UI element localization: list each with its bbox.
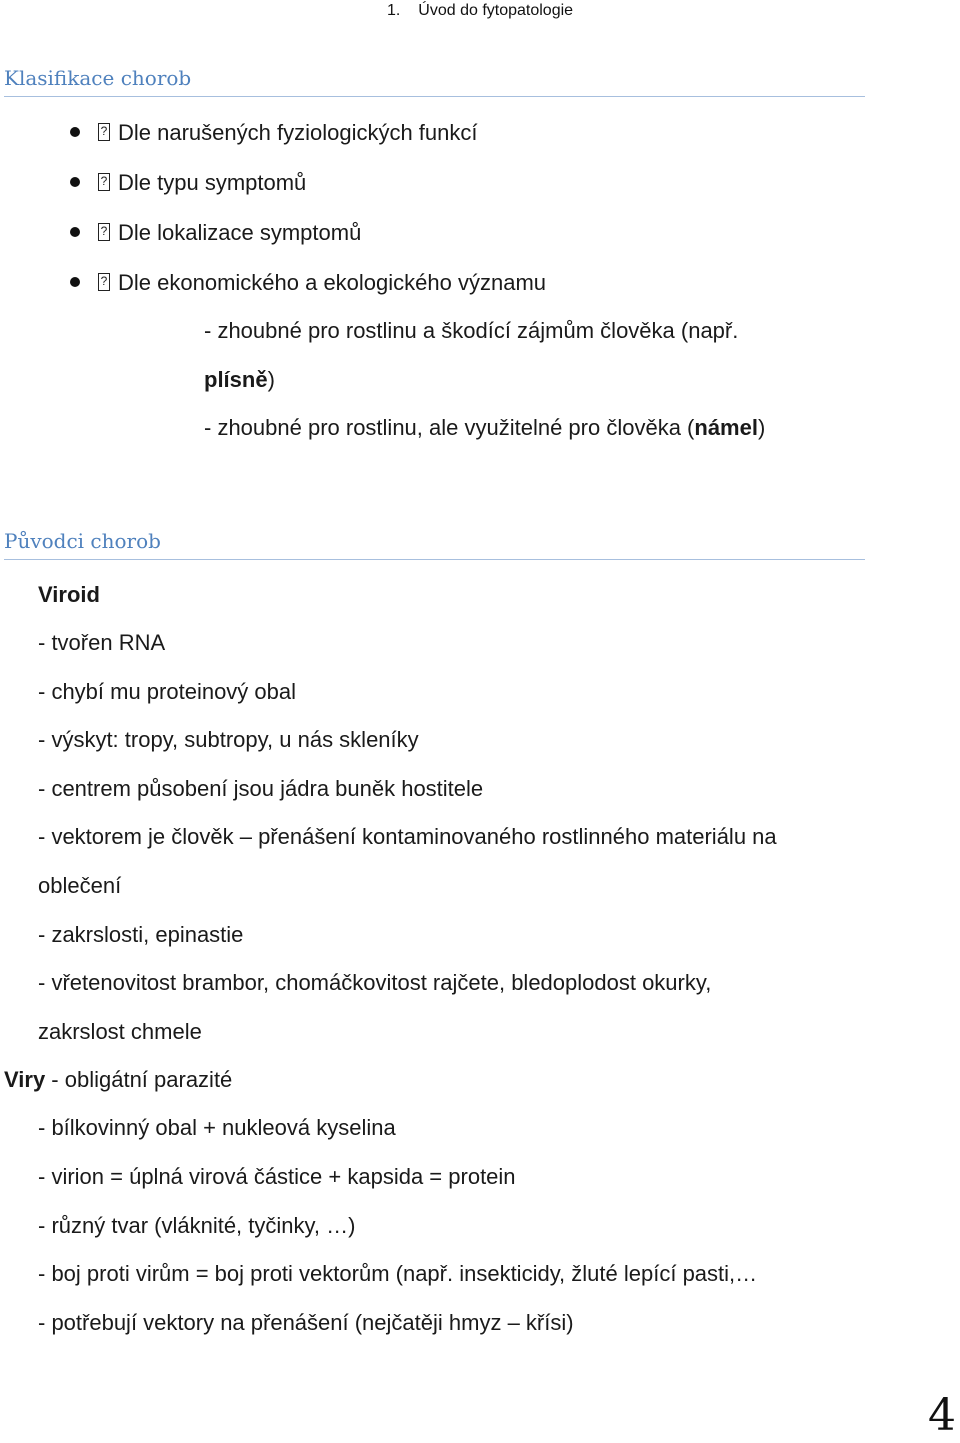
header-title: Úvod do fytopatologie	[418, 2, 574, 19]
text-line: - výskyt: tropy, subtropy, u nás skleníky	[38, 727, 419, 752]
missing-glyph-icon: ?	[98, 223, 110, 241]
list-item	[70, 218, 361, 248]
text-line: - virion = úplná virová částice + kapsida = protein	[38, 1164, 516, 1189]
section-heading-puvodci: Původci chorob	[4, 527, 865, 560]
text-line: oblečení	[38, 873, 122, 898]
bullet-icon	[70, 277, 80, 287]
section-heading-klasifikace: Klasifikace chorob	[4, 64, 865, 97]
subheading-viry: Viry - obligátní parazité	[4, 1067, 233, 1092]
text-line: - chybí mu proteinový obal	[38, 679, 297, 704]
text-line: - zakrslosti, epinastie	[38, 922, 244, 947]
text-line: - vřetenovitost brambor, chomáčkovitost rajčete, bledoplodost okurky,	[38, 970, 712, 995]
running-header	[0, 0, 960, 22]
bullet-icon	[70, 177, 80, 187]
text-line: - tvořen RNA	[38, 630, 166, 655]
sub-item-line: - zhoubné pro rostlinu a škodící zájmům člověka (např.	[204, 318, 739, 343]
subheading-viroid: Viroid	[38, 582, 100, 607]
text-line: - bílkovinný obal + nukleová kyselina	[38, 1115, 396, 1140]
missing-glyph-icon: ?	[98, 123, 110, 141]
text-line: - centrem působení jsou jádra buněk hostitele	[38, 776, 484, 801]
text-line: - různý tvar (vláknité, tyčinky, …)	[38, 1213, 356, 1238]
missing-glyph-icon: ?	[98, 273, 110, 291]
list-item-text: Dle lokalizace symptomů	[118, 220, 362, 245]
bold-term: námel	[694, 415, 758, 440]
bold-term: Viry	[4, 1067, 46, 1092]
bold-term: plísně	[204, 367, 268, 392]
list-item	[70, 118, 478, 148]
list-item-text: Dle typu symptomů	[118, 170, 307, 195]
list-item	[70, 268, 546, 298]
text-line: - vektorem je člověk – přenášení kontaminovaného rostlinného materiálu na	[38, 824, 777, 849]
sub-item-line: plísně)	[204, 367, 275, 392]
page-number: 4	[928, 1390, 956, 1441]
text-line: - potřebují vektory na přenášení (nejčatěji hmyz – křísi)	[38, 1310, 574, 1335]
header-number: 1.	[386, 2, 401, 19]
list-item-text: Dle narušených fyziologických funkcí	[118, 120, 478, 145]
text-line: - boj proti virům = boj proti vektorům (např. insekticidy, žluté lepící pasti,…	[38, 1261, 758, 1286]
bullet-icon	[70, 127, 80, 137]
list-item-text: Dle ekonomického a ekologického významu	[118, 270, 547, 295]
text-line: zakrslost chmele	[38, 1019, 202, 1044]
bullet-icon	[70, 227, 80, 237]
missing-glyph-icon: ?	[98, 173, 110, 191]
list-item	[70, 168, 306, 198]
sub-item-line: - zhoubné pro rostlinu, ale využitelné pro člověka (námel)	[204, 415, 766, 440]
